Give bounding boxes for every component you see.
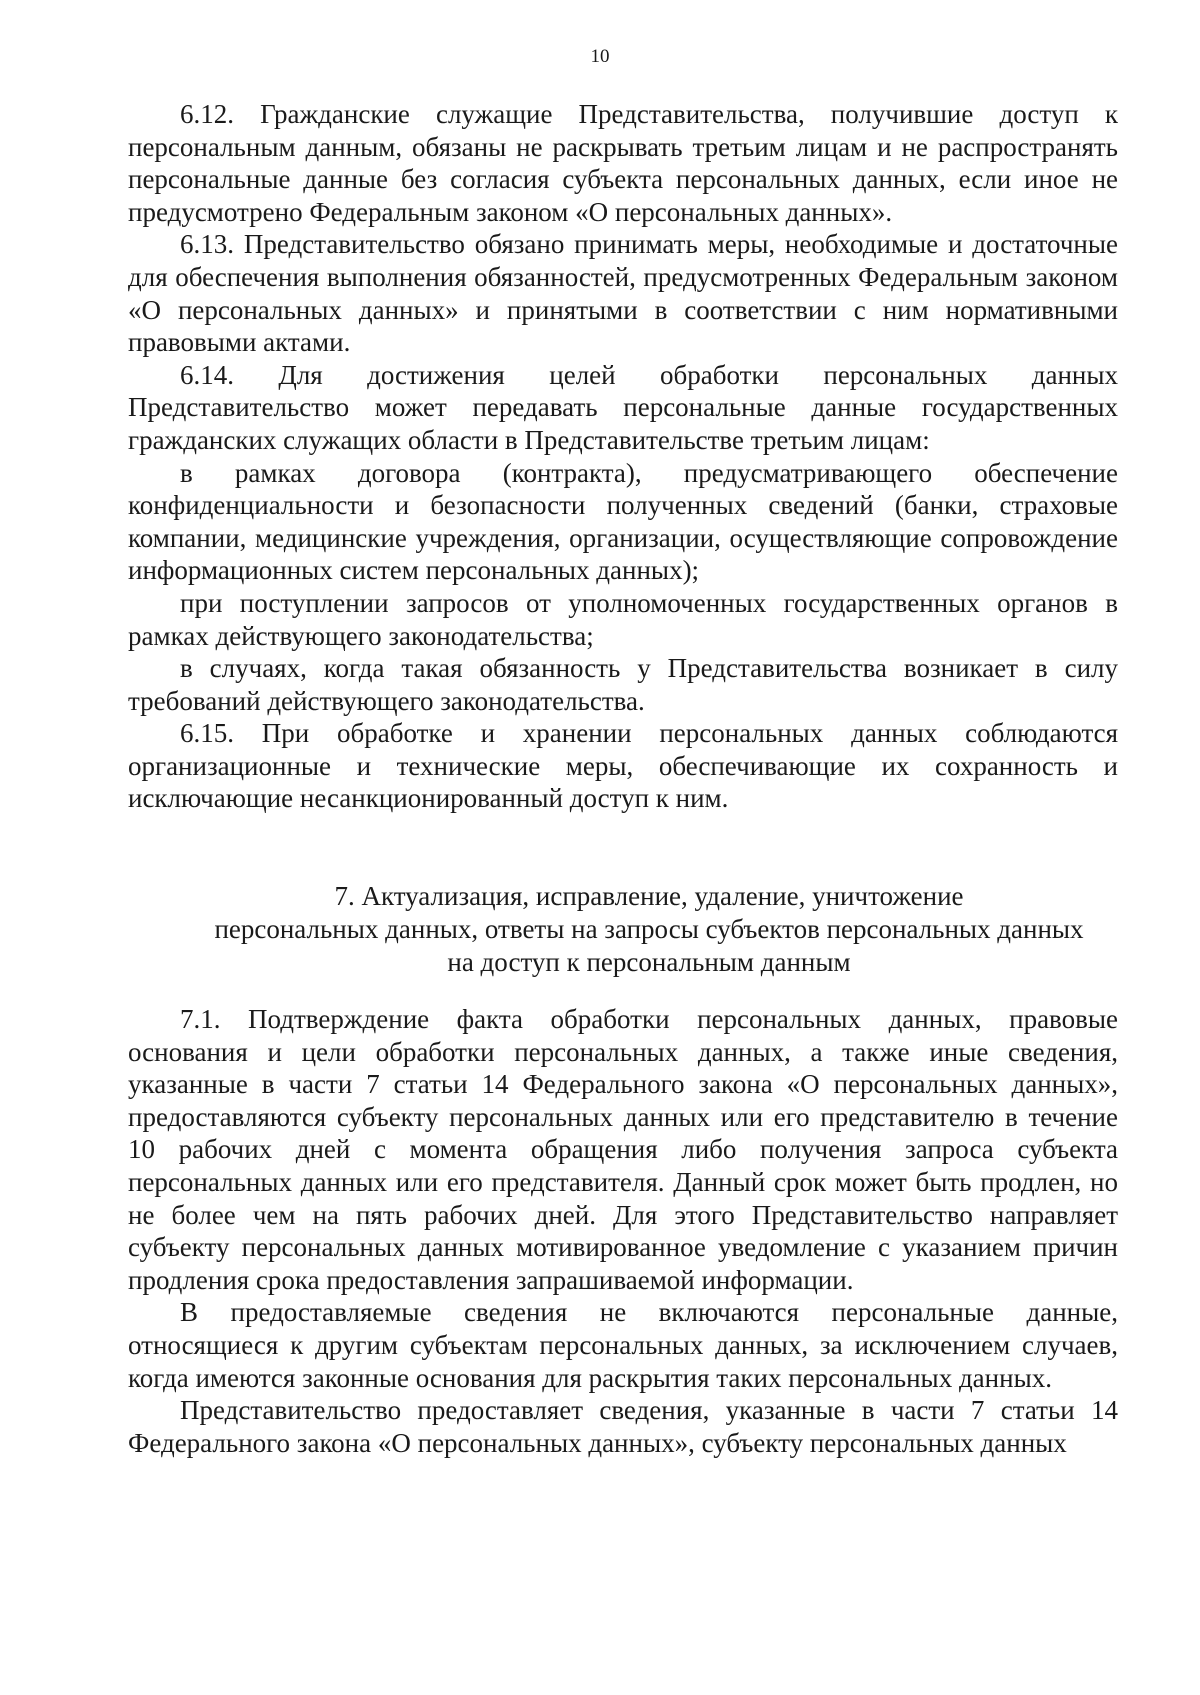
page-number: 10 (590, 46, 610, 67)
paragraph-6-14-item-requests: при поступлении запросов от уполномоченных государственных органов в рамках действующего законодательства; (128, 587, 1118, 651)
paragraph-6-14-item-obligation: в случаях, когда такая обязанность у Представительства возникает в силу требований действующего законодательства. (128, 653, 1118, 716)
section-7-heading (128, 880, 1118, 979)
paragraph-7-1-exclusions: В предоставляемые сведения не включаются персональные данные, относящиеся к другим субъектам персональных данных, за исключением случаев, когда имеются законные основания для раскрытия таких персональных данных. (128, 1297, 1118, 1393)
section-6-body (128, 98, 1118, 815)
section-heading-line-2: персональных данных, ответы на запросы субъектов персональных данных (214, 914, 1084, 944)
paragraph-6-13: 6.13. Представительство обязано принимать меры, необходимые и достаточные для обеспечения выполнения обязанностей, предусмотренных Федеральным законом «О персональных данных» и принятыми в соответствии с ним нормативными правовыми актами. (128, 229, 1118, 358)
section-7-body (128, 1003, 1118, 1459)
paragraph-6-15: 6.15. При обработке и хранении персональных данных соблюдаются организационные и технические меры, обеспечивающие их сохранность и исключающие несанкционированный доступ к ним. (128, 718, 1118, 814)
paragraph-6-14-item-contract: в рамках договора (контракта), предусматривающего обеспечение конфиденциальности и безопасности полученных сведений (банки, страховые компании, медицинские учреждения, организации, осуществляющие сопровождение информационных систем персональных данных); (128, 457, 1118, 586)
paragraph-6-12: 6.12. Гражданские служащие Представительства, получившие доступ к персональным данным, обязаны не раскрывать третьим лицам и не распространять персональные данные без согласия субъекта персональных данных, если иное не предусмотрено Федеральным законом «О персональных данных». (128, 99, 1118, 227)
section-heading-line-3: на доступ к персональным данным (447, 947, 851, 977)
paragraph-7-1-provision: Представительство предоставляет сведения, указанные в части 7 статьи 14 Федерального закона «О персональных данных», субъекту персональных данных (128, 1395, 1118, 1458)
paragraph-6-14: 6.14. Для достижения целей обработки персональных данных Представительство может передавать персональные данные государственных гражданских служащих области в Представительстве третьим лицам: (128, 359, 1118, 455)
section-heading-line-1: 7. Актуализация, исправление, удаление, уничтожение (334, 881, 964, 911)
paragraph-7-1: 7.1. Подтверждение факта обработки персональных данных, правовые основания и цели обработки персональных данных, а также иные сведения, указанные в части 7 статьи 14 Федерального закона «О персональных данных», предоставляются субъекту персональных данных или его представителю в течение 10 рабочих дней с момента обращения либо получения запроса субъекта персональных данных или его представителя. Данный срок может быть продлен, но не более чем на пять рабочих дней. Для этого Представительство направляет субъекту персональных данных мотивированное уведомление с указанием причин продления срока предоставления запрашиваемой информации. (128, 1004, 1118, 1295)
